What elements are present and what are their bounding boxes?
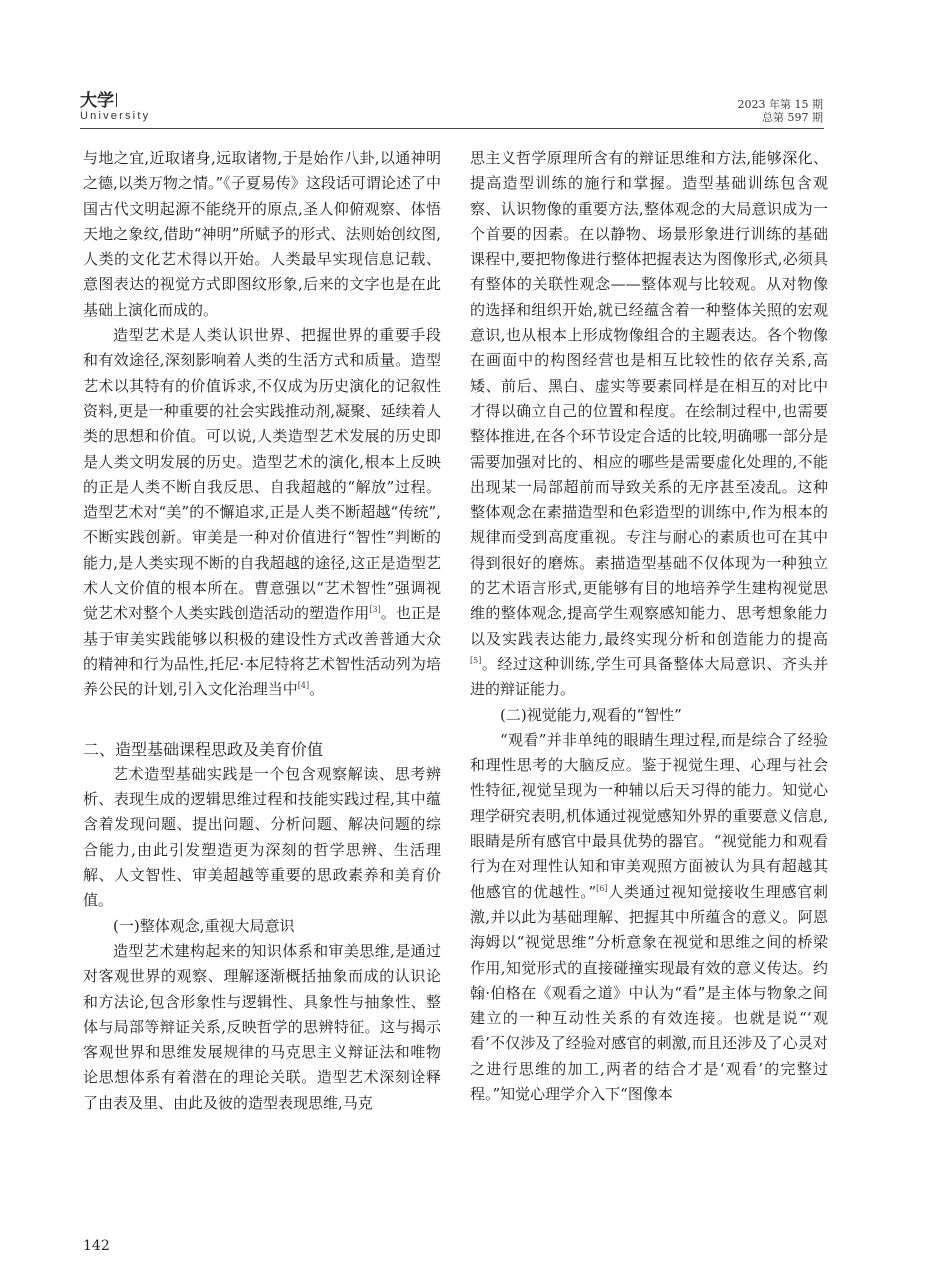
citation-ref: [3] (369, 605, 381, 615)
left-column (83, 146, 441, 1116)
paragraph: “观看”并非单纯的眼睛生理过程,而是综合了经验和理性思考的大脑反应。鉴于视觉生理、心理与社会性特征,视觉呈现为一种辅以后天习得的能力。知觉心理学研究表明,机体通过视觉感知外界的重要意义信息,眼睛是所有感官中最具优势的器官。“视觉能力和观看行为在对理性认知和审美观照方面被认为具有超越其他感官的优越性。”[6]人类通过视知觉接收生理感官刺激,并以此为基础理解、把握其中所蕴含的意义。阿恩海姆以“视觉思维”分析意象在视觉和思维之间的桥梁作用,知觉形式的直接碰撞实现最有效的意义传达。约翰·伯格在《观看之道》中认为“看”是主体与物象之间建立的一种互动性关系的有效连接。也就是说“‘观看’不仅涉及了经验对感官的刺激,而且还涉及了心灵对之进行思维的加工,两者的结合才是‘观看’的完整过程。”知觉心理学介入下“图像本 (470, 730, 828, 1103)
journal-name-cn: 大学 (80, 92, 150, 110)
issue-info (738, 98, 823, 124)
citation-ref: [5] (470, 655, 482, 665)
issue-total-number: 总第 597 期 (762, 111, 823, 124)
page-number: 142 (83, 1238, 110, 1254)
citation-ref: [4] (297, 681, 310, 691)
paragraph: 与地之宜,近取诸身,远取诸物,于是始作八卦,以通神明之德,以类万物之情。”《子夏易传》这段话可谓论述了中国古代文明起源不能绕开的原点,圣人仰俯观察、体悟天地之象纹,借助“神明”所赋予的形式、法则始创纹图,人类的文化艺术得以开始。人类最早实现信息记载、意图表达的视觉方式即图纹形象,后来的文字也是在此基础上演化而成的。 (83, 149, 441, 319)
right-column (470, 146, 828, 1107)
paragraph: 造型艺术建构起来的知识体系和审美思维,是通过对客观世界的观察、理解逐渐概括抽象而成的认识论和方法论,包含形象性与逻辑性、具象性与抽象性、整体与局部等辩证关系,反映哲学的思辨特征。这与揭示客观世界和思维发展规律的马克思主义辩证法和唯物论思想体系有着潜在的理论关联。造型艺术深刻诠释了由表及里、由此及彼的造型表现思维,马克 (83, 941, 441, 1112)
header-bar-divider (116, 93, 117, 107)
subsection-heading: (二)视觉能力,观看的“智性” (500, 705, 682, 724)
issue-year-number: 2023 年第 15 期 (737, 98, 823, 111)
journal-header (80, 92, 150, 123)
paragraph: 艺术造型基础实践是一个包含观察解读、思考辨析、表现生成的逻辑思维过程和技能实践过程,其中蕴含着发现问题、提出问题、分析问题、解决问题的综合能力,由此引发塑造更为深刻的哲学思辨、生活理解、人文智性、审美超越等重要的思政素养和美育价值。 (83, 764, 441, 910)
subsection-heading: (一)整体观念,重视大局意识 (113, 916, 295, 935)
section-heading: 二、造型基础课程思政及美育价值 (83, 739, 324, 759)
citation-ref: [6] (596, 883, 608, 893)
paragraph: 造型艺术是人类认识世界、把握世界的重要手段和有效途径,深刻影响着人类的生活方式和质量。造型艺术以其特有的价值诉求,不仅成为历史演化的记叙性资料,更是一种重要的社会实践推动剂,凝聚、延续着人类的思想和价值。可以说,人类造型艺术发展的历史即是人类文明发展的历史。造型艺术的演化,根本上反映的正是人类不断自我反思、自我超越的“解放”过程。造型艺术对“美”的不懈追求,正是人类不断超越“传统”,不断实践创新。审美是一种对价值进行“智性”判断的能力,是人类实现不断的自我超越的途径,这正是造型艺术人文价值的根本所在。曹意强以“艺术智性”强调视觉艺术对整个人类实践创造活动的塑造作用[3]。也正是基于审美实践能够以积极的建设性方式改善普通大众的精神和行为品性,托尼·本尼特将艺术智性活动列为培养公民的计划,引入文化治理当中[4]。 (83, 326, 441, 699)
header-rule (80, 128, 824, 129)
paragraph: 思主义哲学原理所含有的辩证思维和方法,能够深化、提高造型训练的施行和掌握。造型基础训练包含观察、认识物像的重要方法,整体观念的大局意识成为一个首要的因素。在以静物、场景形象进行训练的基础课程中,要把物像进行整体把握表达为图像形式,必须具有整体的关联性观念——整体观与比较观。从对物像的选择和组织开始,就已经蕴含着一种整体关照的宏观意识,也从根本上形成物像组合的主题表达。各个物像在画面中的构图经营也是相互比较性的依存关系,高矮、前后、黑白、虚实等要素同样是在相互的对比中才得以确立自己的位置和程度。在绘制过程中,也需要整体推进,在各个环节设定合适的比较,明确哪一部分是需要加强对比的、相应的哪些是需要虚化处理的,不能出现某一局部超前而导致关系的无序甚至凌乱。这种整体观念在素描造型和色彩造型的训练中,作为根本的规律而受到高度重视。专注与耐心的素质也可在其中得到很好的磨炼。素描造型基础不仅体现为一种独立的艺术语言形式,更能够有目的地培养学生建构视觉思维的整体观念,提高学生观察感知能力、思考想象能力以及实践表达能力,最终实现分析和创造能力的提高[5]。经过这种训练,学生可具备整体大局意识、齐头并进的辩证能力。 (470, 149, 828, 699)
journal-name-en: University (80, 110, 151, 122)
